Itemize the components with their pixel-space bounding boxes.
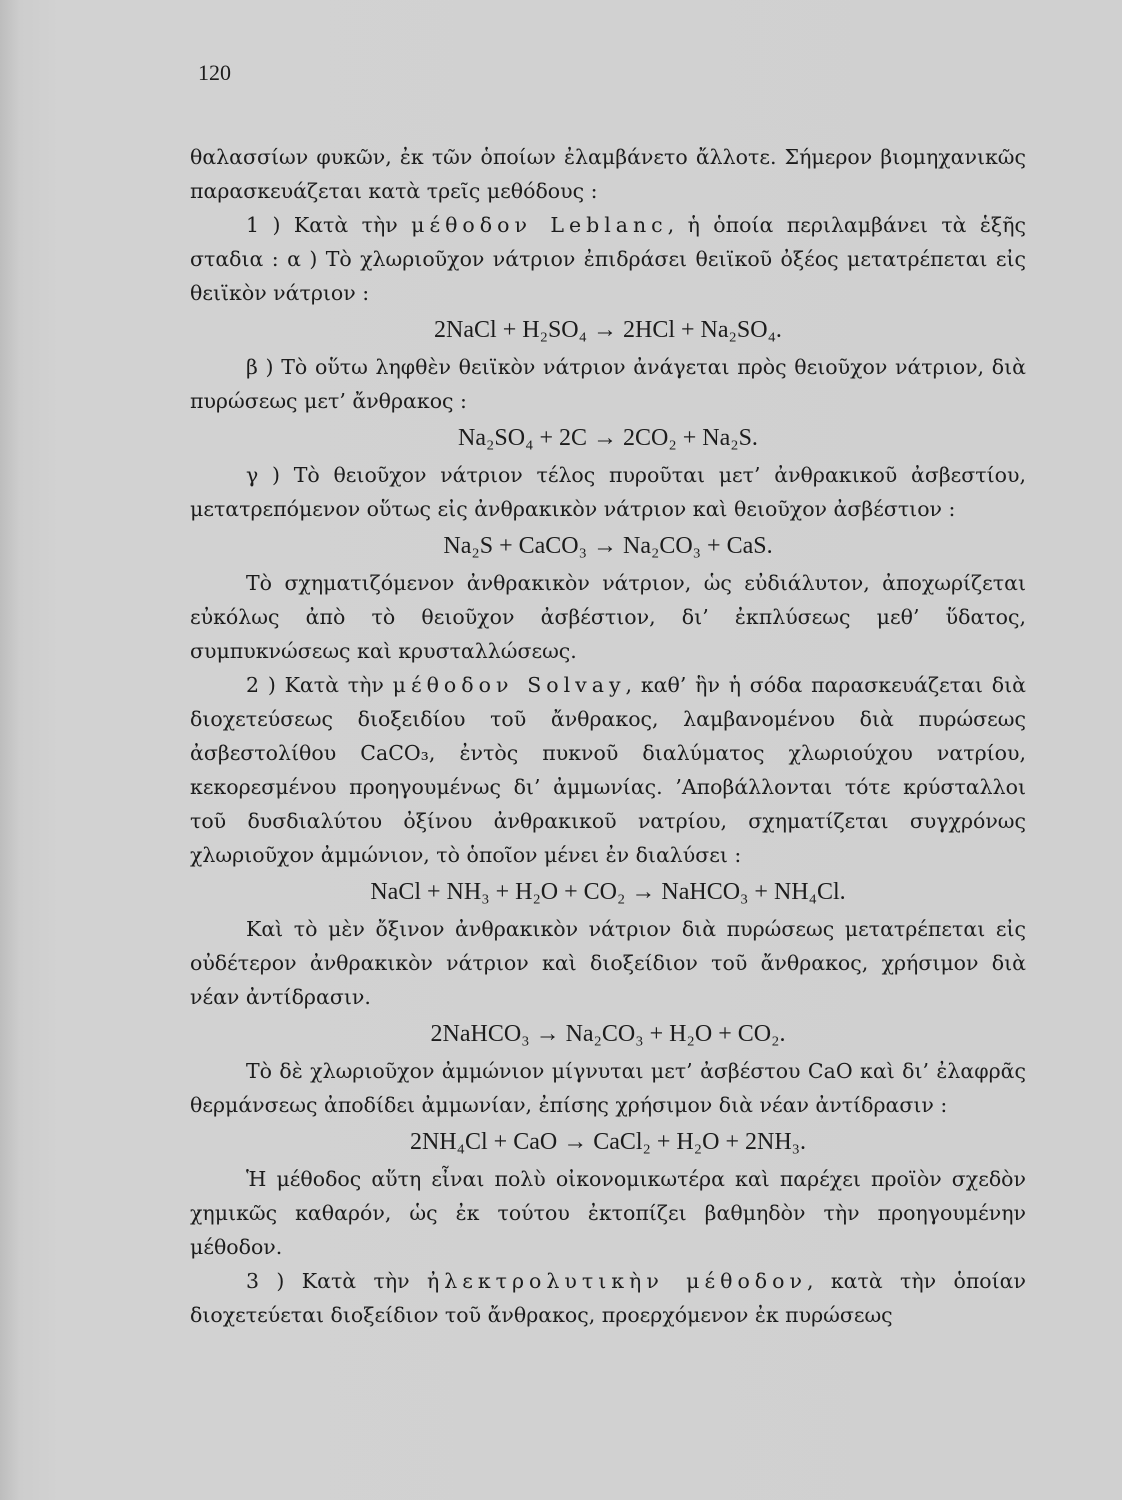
paragraph-gamma: γ ) Τὸ θειοῦχον νάτριον τέλος πυροῦται μετ’ ἀνθρακικοῦ ἀσβεστίου, μετατρεπόμενον οὕτως εἰς ἀνθρακικὸν νάτριον καὶ θειοῦχον ἀσβέστιον : bbox=[190, 463, 1026, 521]
equation-1: 2NaCl + H₂SO₄ → 2HCl + Na₂SO₄. bbox=[434, 317, 782, 343]
leblanc-lead: 1 ) Κατὰ τὴν bbox=[246, 213, 412, 237]
paragraph-beta: β ) Τὸ οὕτω ληφθὲν θειϊκὸν νάτριον ἀνάγεται πρὸς θειοῦχον νάτριον, διὰ πυρώσεως μετ’ ἄνθρακος : bbox=[190, 355, 1026, 413]
paragraph-economics: Ἡ μέθοδος αὕτη εἶναι πολὺ οἰκονομικωτέρα καὶ παρέχει προϊὸν σχεδὸν χημικῶς καθαρόν, ὡς ἐκ τούτου ἐκτοπίζει βαθμηδὸν τὴν προηγουμένην μέθοδον. bbox=[190, 1167, 1026, 1259]
equation-3: Na₂S + CaCO₃ → Na₂CO₃ + CaS. bbox=[443, 533, 773, 559]
solvay-rest: , καθ’ ἣν ἡ σόδα παρασκευάζεται διὰ διοχετεύσεως διοξειδίου τοῦ ἄνθρακος, λαμβανομένου διὰ πυρώσεως ἀσβεστολίθου CaCO₃, ἐντὸς πυκνοῦ διαλύματος χλωριούχου νατρίου, κεκορεσμένου προηγουμένως δι’ ἀμμωνίας. ’Αποβάλλονται τότε κρύσταλλοι τοῦ δυσδιαλύτου ὀξίνου ἀνθρακικοῦ νατρίου, σχηματίζεται συγχρόνως χλωριοῦχον ἀμμώνιον, τὸ ὁποῖον μένει ἐν διαλύσει : bbox=[190, 673, 1026, 867]
leblanc-method-name: μέθοδον Leblanc bbox=[411, 213, 668, 237]
electrolytic-method-name: ἠλεκτρολυτικὴν μέθοδον bbox=[426, 1269, 807, 1293]
paragraph-intro: θαλασσίων φυκῶν, ἐκ τῶν ὁποίων ἐλαμβάνετο ἄλλοτε. Σήμερον βιομηχανικῶς παρασκευάζεται κατὰ τρεῖς μεθόδους : bbox=[190, 145, 1026, 203]
equation-2: Na₂SO₄ + 2C → 2CO₂ + Na₂S. bbox=[458, 425, 758, 451]
paragraph-leblanc bbox=[190, 208, 1026, 310]
paragraph-electrolytic bbox=[190, 1264, 1026, 1332]
paragraph-solvay bbox=[190, 668, 1026, 872]
paragraph-bicarbonate: Καὶ τὸ μὲν ὄξινον ἀνθρακικὸν νάτριον διὰ πυρώσεως μετατρέπεται εἰς οὐδέτερον ἀνθρακικὸν νάτριον καὶ διοξείδιον τοῦ ἄνθρακος, χρήσιμον διὰ νέαν ἀντίδρασιν. bbox=[190, 917, 1026, 1009]
equation-4: NaCl + NH₃ + H₂O + CO₂ → NaHCO₃ + NH₄Cl. bbox=[370, 879, 846, 905]
electrolytic-rest: , κατὰ τὴν ὁποίαν διοχετεύεται διοξείδιον τοῦ ἄνθρακος, προερχόμενον ἐκ πυρώσεως bbox=[190, 1269, 1026, 1327]
equation-5: 2NaHCO₃ → Na₂CO₃ + H₂O + CO₂. bbox=[430, 1021, 786, 1047]
paragraph-soda-separation: Τὸ σχηματιζόμενον ἀνθρακικὸν νάτριον, ὡς εὐδιάλυτον, ἀποχωρίζεται εὐκόλως ἀπὸ τὸ θειοῦχον ἀσβέστιον, δι’ ἐκπλύσεως μεθ’ ὕδατος, συμπυκνώσεως καὶ κρυσταλλώσεως. bbox=[190, 571, 1026, 663]
electrolytic-lead: 3 ) Κατὰ τὴν bbox=[246, 1269, 427, 1293]
solvay-method-name: μέθοδον Solvay bbox=[392, 673, 626, 697]
page-number: 120 bbox=[198, 60, 231, 85]
paragraph-ammonium-chloride: Τὸ δὲ χλωριοῦχον ἀμμώνιον μίγνυται μετ’ ἀσβέστου CaO καὶ δι’ ἐλαφρᾶς θερμάνσεως ἀποδίδει ἀμμωνίαν, ἐπίσης χρήσιμον διὰ νέαν ἀντίδρασιν : bbox=[190, 1059, 1026, 1117]
leblanc-rest: , ἡ ὁποία περιλαμβάνει τὰ ἑξῆς σταδια : α ) Τὸ χλωριοῦχον νάτριον ἐπιδράσει θειϊκοῦ ὀξέος μετατρέπεται εἰς θειϊκὸν νάτριον : bbox=[190, 213, 1026, 305]
equation-6: 2NH₄Cl + CaO → CaCl₂ + H₂O + 2NH₃. bbox=[409, 1129, 807, 1155]
page-body bbox=[190, 140, 1026, 1332]
solvay-lead: 2 ) Κατὰ τὴν bbox=[246, 673, 393, 697]
